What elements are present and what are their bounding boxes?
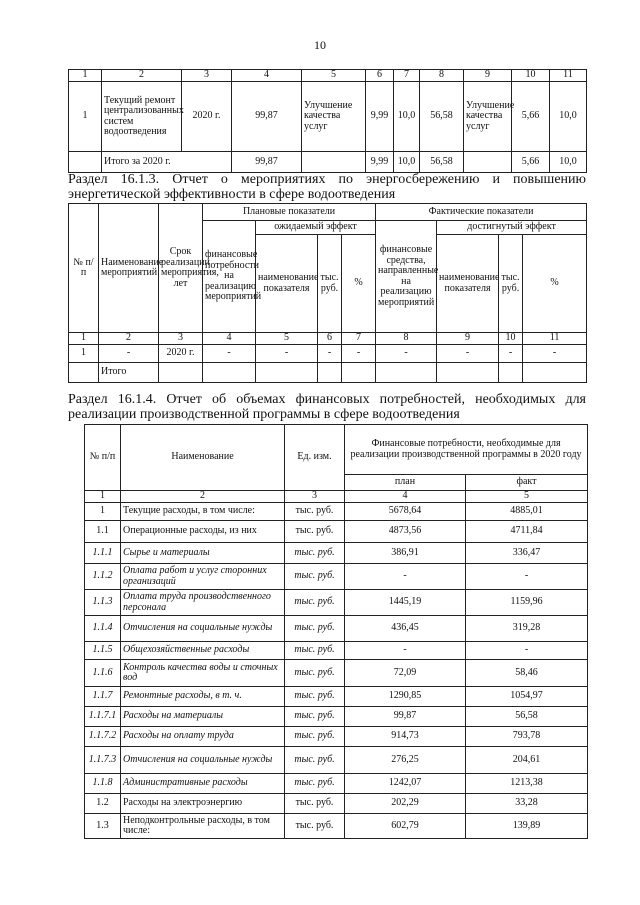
cell-name: Неподконтрольные расходы, в том числе:	[121, 814, 285, 839]
cell-unit: тыс. руб.	[285, 687, 345, 707]
sanitation-repair-table	[68, 69, 587, 173]
cell-n: 1.1.4	[85, 616, 121, 642]
cell-fact: 4885,01	[466, 503, 588, 521]
cell-plan: 4873,56	[345, 521, 466, 543]
header-percent: %	[342, 235, 376, 333]
cell: 9	[437, 333, 499, 345]
cell: 10	[499, 333, 523, 345]
cell-plan: 1290,85	[345, 687, 466, 707]
cell-plan: 5678,64	[345, 503, 466, 521]
cell: 9,99	[366, 82, 394, 152]
cell-n: 1	[85, 503, 121, 521]
column-numbers-row	[69, 333, 587, 345]
cell: -	[99, 345, 159, 363]
cell: 1	[85, 491, 121, 503]
cell-plan: 914,73	[345, 727, 466, 747]
cell: 7	[394, 70, 420, 82]
cell-n: 1.1.5	[85, 642, 121, 660]
cell: -	[203, 345, 256, 363]
cell-unit: тыс. руб.	[285, 814, 345, 839]
table-row	[85, 687, 588, 707]
cell: -	[342, 345, 376, 363]
header-thousand-rub: тыс. руб.	[318, 235, 342, 333]
table-row	[85, 521, 588, 543]
header-term: Срок реализации мероприятия, лет	[159, 204, 203, 333]
cell-unit: тыс. руб.	[285, 616, 345, 642]
cell-fact: 1213,38	[466, 774, 588, 794]
cell: 2	[99, 333, 159, 345]
cell: 56,58	[420, 152, 464, 173]
cell-name: Общехозяйственные расходы	[121, 642, 285, 660]
cell: 7	[342, 333, 376, 345]
table-row	[85, 543, 588, 564]
cell-n: 1.2	[85, 794, 121, 814]
cell: 4	[345, 491, 466, 503]
table-row	[85, 590, 588, 616]
table-row	[85, 660, 588, 687]
cell: -	[437, 345, 499, 363]
cell-plan: 1445,19	[345, 590, 466, 616]
cell-fact: 33,28	[466, 794, 588, 814]
cell: 2	[102, 70, 182, 82]
cell: Улучшение качества услуг	[464, 82, 512, 152]
cell: Текущий ремонт централизованных систем водоотведения	[102, 82, 182, 152]
cell: 10,0	[394, 82, 420, 152]
header-fact: Фактические показатели	[376, 204, 587, 221]
cell: 1	[69, 82, 102, 152]
cell-fact: -	[466, 564, 588, 590]
cell: 6	[366, 70, 394, 82]
table-row	[69, 345, 587, 363]
cell-plan: 436,45	[345, 616, 466, 642]
cell: -	[318, 345, 342, 363]
cell: 8	[376, 333, 437, 345]
cell-name: Операционные расходы, из них	[121, 521, 285, 543]
cell: 56,58	[420, 82, 464, 152]
cell-fact: 56,58	[466, 707, 588, 727]
table-total-row	[69, 363, 587, 383]
cell-unit: тыс. руб.	[285, 543, 345, 564]
cell: 11	[550, 70, 587, 82]
cell-plan: 602,79	[345, 814, 466, 839]
cell-name: Расходы на материалы	[121, 707, 285, 727]
cell: 10,0	[550, 82, 587, 152]
cell-n: 1.1.8	[85, 774, 121, 794]
cell-unit: тыс. руб.	[285, 707, 345, 727]
header-indicator: наименование показателя	[256, 235, 318, 333]
cell-n: 1.3	[85, 814, 121, 839]
financial-needs-table	[84, 424, 588, 839]
cell-n: 1.1.1	[85, 543, 121, 564]
header-num: № п/п	[85, 425, 121, 491]
cell-n: 1.1	[85, 521, 121, 543]
section-title-16-1-4: Раздел 16.1.4. Отчет об объемах финансовых потребностей, необходимых для реализации производственной программы в сфере водоотведения	[68, 392, 586, 422]
total-label: Итого	[99, 363, 159, 383]
cell: 2020 г.	[159, 345, 203, 363]
cell: 2020 г.	[182, 82, 232, 152]
header-percent: %	[523, 235, 587, 333]
cell-fact: 139,89	[466, 814, 588, 839]
cell-plan: 72,09	[345, 660, 466, 687]
cell-name: Расходы на электроэнергию	[121, 794, 285, 814]
table-row	[85, 727, 588, 747]
header-expected: ожидаемый эффект	[256, 221, 376, 235]
cell-unit: тыс. руб.	[285, 747, 345, 774]
cell-plan: -	[345, 642, 466, 660]
cell: 9,99	[366, 152, 394, 173]
table-row	[85, 642, 588, 660]
header-fact: факт	[466, 475, 588, 491]
cell-fact: 4711,84	[466, 521, 588, 543]
cell-n: 1.1.7.2	[85, 727, 121, 747]
cell-name: Оплата труда производственного персонала	[121, 590, 285, 616]
total-label: Итого за 2020 г.	[102, 152, 232, 173]
cell-name: Расходы на оплату труда	[121, 727, 285, 747]
cell-unit: тыс. руб.	[285, 590, 345, 616]
header-name: Наименование мероприятий	[99, 204, 159, 333]
cell-unit: тыс. руб.	[285, 794, 345, 814]
cell: Улучшение качества услуг	[302, 82, 366, 152]
cell: -	[256, 345, 318, 363]
cell-fact: 1054,97	[466, 687, 588, 707]
table-row	[85, 747, 588, 774]
cell-n: 1.1.2	[85, 564, 121, 590]
header-fin-plan: финансовые потребности на реализацию мероприятий	[203, 221, 256, 333]
cell-n: 1.1.7	[85, 687, 121, 707]
cell-fact: 1159,96	[466, 590, 588, 616]
cell: 5	[466, 491, 588, 503]
cell: 3	[159, 333, 203, 345]
cell-unit: тыс. руб.	[285, 503, 345, 521]
cell-unit: тыс. руб.	[285, 642, 345, 660]
header-plan: Плановые показатели	[203, 204, 376, 221]
cell-fact: 793,78	[466, 727, 588, 747]
cell: 3	[182, 70, 232, 82]
cell: 5,66	[512, 152, 550, 173]
header-unit: Ед. изм.	[285, 425, 345, 491]
table-row	[85, 616, 588, 642]
table-header-row	[69, 70, 587, 82]
cell-fact: -	[466, 642, 588, 660]
header-indicator: наименование показателя	[437, 235, 499, 333]
cell: 99,87	[232, 82, 302, 152]
cell: 1	[69, 345, 99, 363]
cell-n: 1.1.7.1	[85, 707, 121, 727]
cell: -	[376, 345, 437, 363]
cell: 5	[302, 70, 366, 82]
cell: 11	[523, 333, 587, 345]
cell-name: Сырье и материалы	[121, 543, 285, 564]
cell: 5,66	[512, 82, 550, 152]
cell-plan: 99,87	[345, 707, 466, 727]
cell: 8	[420, 70, 464, 82]
header-name: Наименование	[121, 425, 285, 491]
cell: 1	[69, 70, 102, 82]
table-row	[85, 794, 588, 814]
cell: 99,87	[232, 152, 302, 173]
cell-plan: 276,25	[345, 747, 466, 774]
table-row	[85, 707, 588, 727]
table-row	[85, 814, 588, 839]
cell-fact: 319,28	[466, 616, 588, 642]
cell: 10,0	[550, 152, 587, 173]
cell: 4	[232, 70, 302, 82]
cell-name: Административные расходы	[121, 774, 285, 794]
energy-saving-table	[68, 203, 587, 383]
cell-name: Текущие расходы, в том числе:	[121, 503, 285, 521]
column-numbers-row	[85, 491, 588, 503]
cell-plan: 386,91	[345, 543, 466, 564]
header-num: № п/п	[69, 204, 99, 333]
table-total-row	[69, 152, 587, 173]
header-fin-fact: финансовые средства, направленные на реализацию мероприятий	[376, 221, 437, 333]
cell-fact: 204,61	[466, 747, 588, 774]
cell: 10,0	[394, 152, 420, 173]
cell-name: Отчисления на социальные нужды	[121, 616, 285, 642]
table-row	[69, 82, 587, 152]
cell-unit: тыс. руб.	[285, 521, 345, 543]
header-fin-needs: Финансовые потребности, необходимые для реализации производственной программы в 2020 году	[345, 425, 588, 475]
table-row	[85, 503, 588, 521]
section-title-16-1-3: Раздел 16.1.3. Отчет о мероприятиях по энергосбережению и повышению энергетической эффективности в сфере водоотведения	[68, 172, 586, 202]
cell-fact: 336,47	[466, 543, 588, 564]
cell: 1	[69, 333, 99, 345]
cell: 6	[318, 333, 342, 345]
cell-unit: тыс. руб.	[285, 727, 345, 747]
cell: 2	[121, 491, 285, 503]
cell: -	[499, 345, 523, 363]
cell-plan: -	[345, 564, 466, 590]
cell-plan: 202,29	[345, 794, 466, 814]
table-row	[85, 774, 588, 794]
cell: 4	[203, 333, 256, 345]
cell-unit: тыс. руб.	[285, 774, 345, 794]
cell: 9	[464, 70, 512, 82]
cell-name: Оплата работ и услуг сторонних организаций	[121, 564, 285, 590]
header-thousand-rub: тыс. руб.	[499, 235, 523, 333]
cell: 10	[512, 70, 550, 82]
cell: 5	[256, 333, 318, 345]
cell-name: Отчисления на социальные нужды	[121, 747, 285, 774]
cell: 3	[285, 491, 345, 503]
cell-n: 1.1.3	[85, 590, 121, 616]
page-number: 10	[314, 38, 326, 52]
cell: -	[523, 345, 587, 363]
cell-unit: тыс. руб.	[285, 660, 345, 687]
cell-fact: 58,46	[466, 660, 588, 687]
table-row	[85, 564, 588, 590]
header-plan: план	[345, 475, 466, 491]
cell-n: 1.1.6	[85, 660, 121, 687]
cell-name: Ремонтные расходы, в т. ч.	[121, 687, 285, 707]
cell-plan: 1242,07	[345, 774, 466, 794]
header-achieved: достигнутый эффект	[437, 221, 587, 235]
cell-n: 1.1.7.3	[85, 747, 121, 774]
cell-unit: тыс. руб.	[285, 564, 345, 590]
cell-name: Контроль качества воды и сточных вод	[121, 660, 285, 687]
